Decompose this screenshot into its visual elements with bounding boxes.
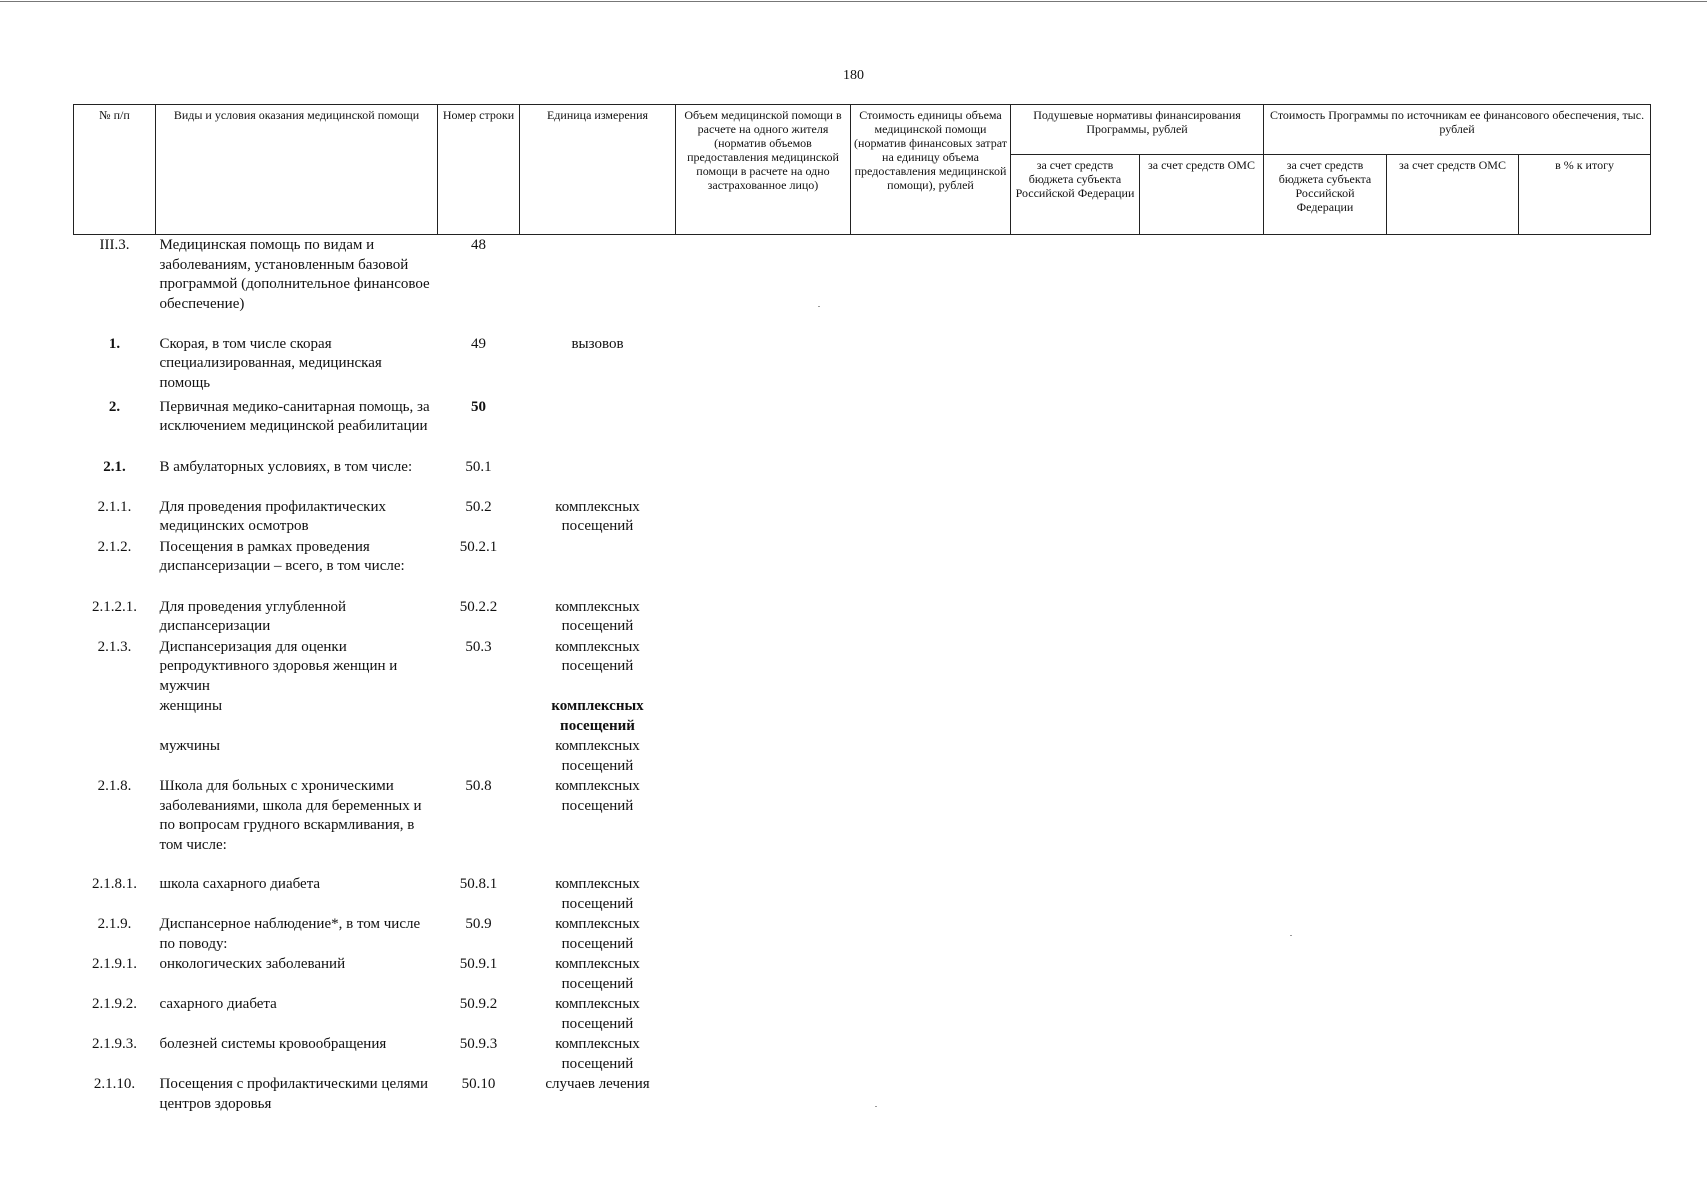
row-unit: вызовов: [571, 335, 624, 352]
row-name: женщины: [159, 698, 223, 714]
header-kind: Виды и условия оказания медицинской помощи: [156, 105, 438, 235]
header-program-cost: Стоимость Программы по источникам ее финансового обеспечения, тыс. рублей: [1264, 105, 1651, 155]
row-num: 2.1.: [103, 458, 126, 475]
header-per-capita: Подушевые нормативы финансирования Программы, рублей: [1011, 105, 1264, 155]
row-num: 2.1.2.1.: [92, 598, 137, 615]
row-name: мужчины: [159, 738, 220, 754]
header-unit: Единица измерения: [520, 105, 676, 235]
table-row: [74, 776, 1651, 874]
scan-speck: [818, 306, 820, 307]
row-name: школа сахарного диабета: [159, 876, 321, 892]
header-sub-budget-1: за счет средств бюджета субъекта Российской Федерации: [1011, 155, 1140, 235]
row-num: 2.1.9.: [97, 916, 132, 932]
header-sub-oms-2: за счет средств ОМС: [1387, 155, 1519, 235]
row-code: [438, 736, 520, 776]
row-name: Для проведения углубленной диспансеризации: [159, 598, 347, 634]
table-body: [74, 235, 1651, 1119]
row-num: 2.1.1.: [97, 498, 132, 515]
scan-edge-line: [0, 1, 1707, 2]
row-num: 2.1.9.2.: [92, 996, 137, 1012]
row-unit: комплексных посещений: [555, 876, 640, 912]
financing-table: [73, 104, 1651, 1118]
row-name: Скорая, в том числе скорая специализированная, медицинская помощь: [159, 335, 382, 391]
row-code: 50.3: [465, 638, 492, 655]
row-name: В амбулаторных условиях, в том числе:: [159, 458, 413, 475]
row-code: 50.8: [465, 778, 492, 794]
scan-speck: [875, 1106, 877, 1107]
row-name: Для проведения профилактических медицинских осмотров: [159, 498, 386, 534]
header-cost: Стоимость единицы объема медицинской помощи (норматив финансовых затрат на единицу объема предоставления медицинской помощи), рублей: [851, 105, 1011, 235]
row-unit: [520, 457, 676, 497]
row-num: 1.: [108, 335, 121, 352]
row-code: 49: [471, 335, 486, 352]
table-row: [74, 954, 1651, 994]
table-row: [74, 1034, 1651, 1074]
row-num: 2.1.8.1.: [92, 876, 137, 892]
row-code: 50: [471, 398, 486, 415]
row-unit: комплексных посещений: [555, 778, 640, 814]
row-unit: комплексных посещений: [555, 598, 640, 634]
header-sub-oms-1: за счет средств ОМС: [1140, 155, 1264, 235]
table-row: [74, 334, 1651, 397]
row-num: III.3.: [99, 237, 130, 253]
table-row: [74, 235, 1651, 334]
table-row: [74, 994, 1651, 1034]
header-num: № п/п: [74, 105, 156, 235]
row-num: 2.: [108, 398, 121, 415]
row-name: сахарного диабета: [159, 996, 277, 1012]
row-code: [438, 696, 520, 736]
row-unit: [520, 537, 676, 597]
header-row-no: Номер строки: [438, 105, 520, 235]
scan-speck: [1290, 935, 1292, 936]
row-num: [74, 696, 156, 736]
row-name: Посещения с профилактическими целями центров здоровья: [159, 1076, 429, 1112]
row-code: 50.9.2: [459, 996, 498, 1012]
row-unit: комплексных посещений: [555, 996, 640, 1032]
row-num: 2.1.10.: [93, 1076, 136, 1092]
header-sub-budget-2: за счет средств бюджета субъекта Российской Федерации: [1264, 155, 1387, 235]
row-name: болезней системы кровообращения: [159, 1036, 387, 1052]
row-num: 2.1.2.: [97, 538, 132, 555]
table-row: [74, 637, 1651, 697]
row-name: Первичная медико-санитарная помощь, за исключением медицинской реабилитации: [159, 398, 430, 434]
table-row: [74, 497, 1651, 537]
row-code: 50.1: [465, 458, 492, 475]
table-row: [74, 736, 1651, 776]
row-unit: комплексных посещений: [551, 698, 644, 734]
row-code: 50.9.3: [459, 1036, 498, 1052]
row-unit: комплексных посещений: [555, 956, 640, 992]
row-unit: [520, 397, 676, 457]
row-num: 2.1.8.: [97, 778, 132, 794]
row-unit: комплексных посещений: [555, 916, 640, 952]
row-unit: комплексных посещений: [555, 498, 640, 534]
row-num: 2.1.3.: [97, 638, 132, 655]
row-name: Медицинская помощь по видам и заболеваниям, установленным базовой программой (дополнительное финансовое обеспечение): [159, 237, 430, 312]
row-code: 50.2: [465, 498, 492, 515]
row-name: Школа для больных с хроническими заболеваниями, школа для беременных и по вопросам грудного вскармливания, в том числе:: [159, 778, 422, 853]
row-code: 50.2.2: [459, 598, 498, 615]
table-row: [74, 397, 1651, 457]
row-name: Диспансерное наблюдение*, в том числе по поводу:: [159, 916, 421, 952]
row-unit: комплексных посещений: [555, 1036, 640, 1072]
table-row: [74, 457, 1651, 497]
row-code: 50.2.1: [459, 538, 498, 555]
table-row: [74, 914, 1651, 954]
page-number: 180: [843, 68, 864, 83]
table-row: [74, 1074, 1651, 1118]
table-header: [74, 105, 1651, 235]
row-name: Посещения в рамках проведения диспансеризации – всего, в том числе:: [159, 538, 405, 574]
row-num: 2.1.9.3.: [92, 1036, 137, 1052]
row-num: [74, 736, 156, 776]
row-code: 50.10: [461, 1076, 496, 1092]
row-code: 50.8.1: [459, 876, 498, 892]
table-row: [74, 537, 1651, 597]
row-code: 50.9.1: [459, 956, 498, 972]
table-row: [74, 597, 1651, 637]
row-unit: случаев лечения: [545, 1076, 650, 1092]
header-volume: Объем медицинской помощи в расчете на одного жителя (норматив объемов предоставления медицинской помощи в расчете на одно застрахованное лицо): [676, 105, 851, 235]
row-code: 48: [471, 237, 486, 253]
row-num: 2.1.9.1.: [92, 956, 137, 972]
row-name: онкологических заболеваний: [159, 956, 346, 972]
table-row: [74, 874, 1651, 914]
row-unit: комплексных посещений: [555, 738, 640, 774]
header-sub-percent: в % к итогу: [1519, 155, 1651, 235]
row-code: 50.9: [465, 916, 492, 932]
table-row: [74, 696, 1651, 736]
row-unit: [520, 235, 676, 334]
row-name: Диспансеризация для оценки репродуктивного здоровья женщин и мужчин: [159, 638, 398, 694]
row-unit: комплексных посещений: [555, 638, 640, 674]
